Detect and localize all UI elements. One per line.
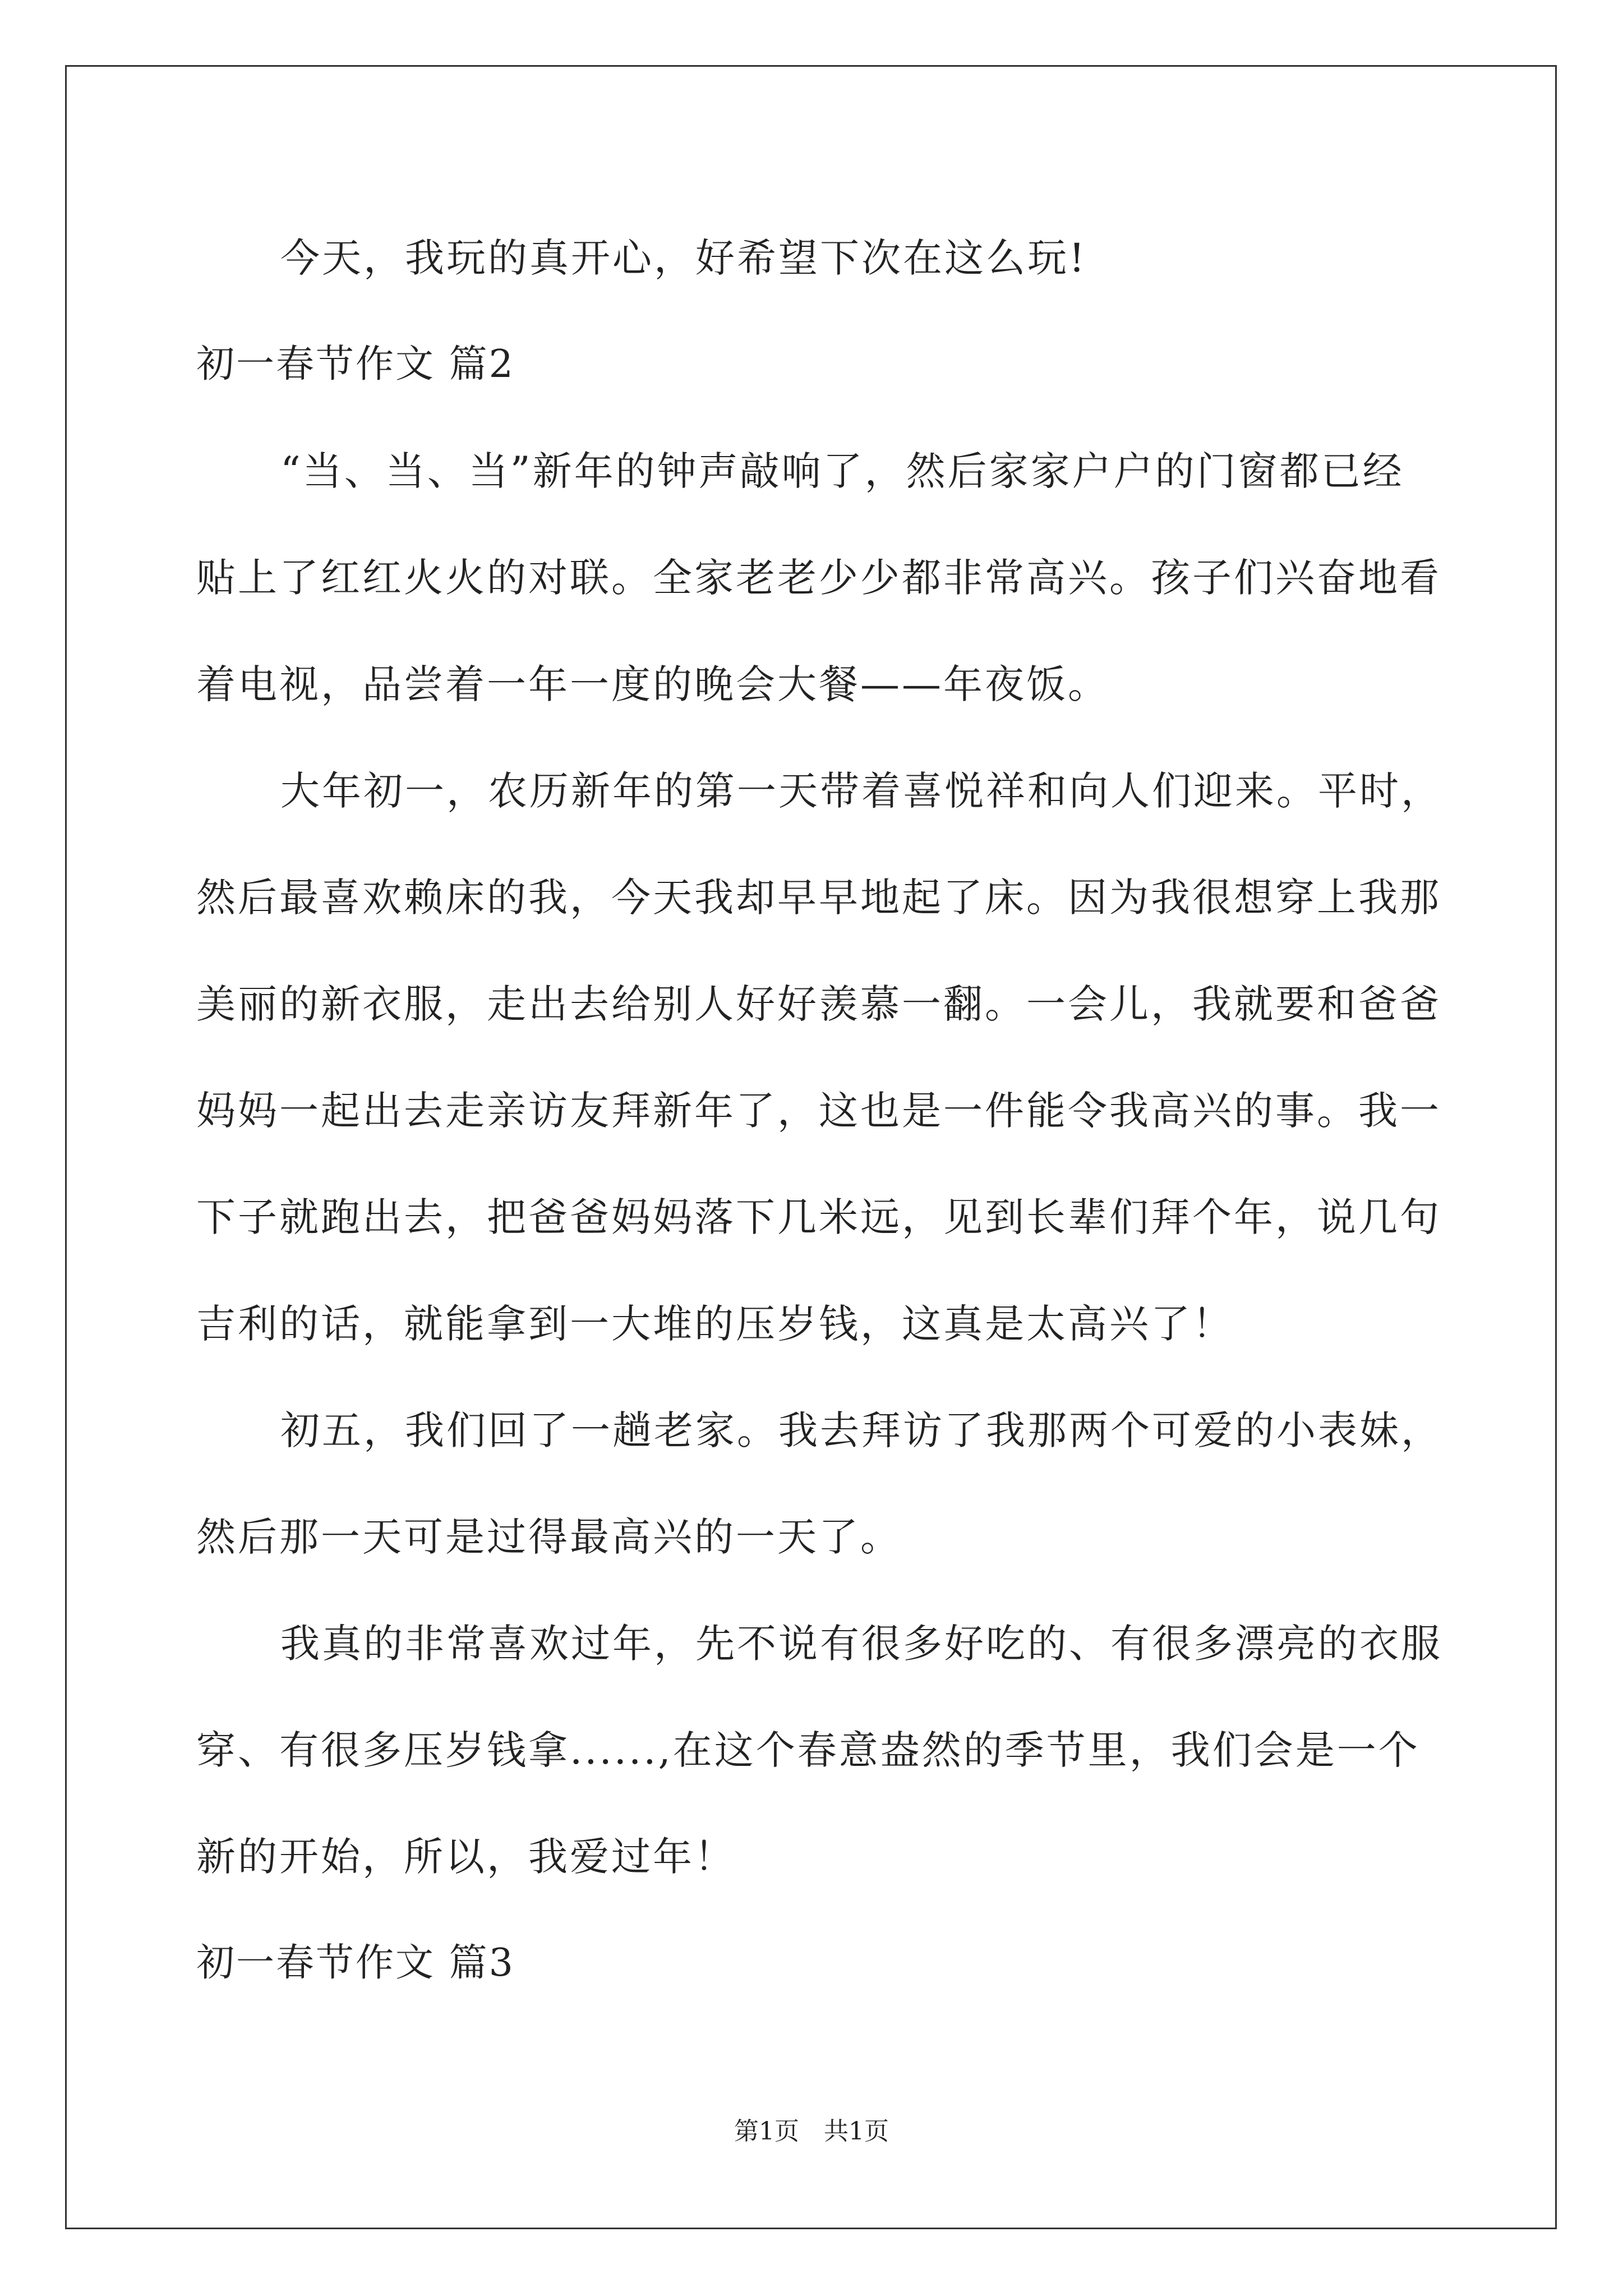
paragraph-line: 穿、有很多压岁钱拿......,在这个春意盎然的季节里，我们会是一个 — [196, 1727, 1420, 1773]
paragraph-line: 贴上了红红火火的对联。全家老老少少都非常高兴。孩子们兴奋地看 — [196, 555, 1441, 601]
paragraph-line: 美丽的新衣服，走出去给别人好好羡慕一翻。一会儿，我就要和爸爸 — [196, 981, 1441, 1027]
page-number-footer: 第1页 共1页 — [734, 2117, 889, 2146]
paragraph-line: 我真的非常喜欢过年，先不说有很多好吃的、有很多漂亮的衣服 — [280, 1621, 1442, 1667]
paragraph-line: 妈妈一起出去走亲访友拜新年了，这也是一件能令我高兴的事。我一 — [196, 1088, 1441, 1134]
paragraph-line: 今天，我玩的真开心，好希望下次在这么玩! — [280, 235, 1087, 281]
paragraph-line: “当、当、当”新年的钟声敲响了，然后家家户户的门窗都已经 — [280, 448, 1404, 494]
section-heading: 初一春节作文 篇2 — [196, 342, 515, 386]
paragraph-line: 新的开始，所以，我爱过年！ — [196, 1834, 736, 1880]
paragraph-line: 然后最喜欢赖床的我，今天我却早早地起了床。因为我很想穿上我那 — [196, 875, 1441, 921]
paragraph-line: 大年初一，农历新年的第一天带着喜悦祥和向人们迎来。平时， — [280, 768, 1442, 814]
paragraph-line: 然后那一天可是过得最高兴的一天了。 — [196, 1514, 902, 1560]
section-heading: 初一春节作文 篇3 — [196, 1941, 515, 1985]
paragraph-line: 吉利的话，就能拿到一大堆的压岁钱，这真是太高兴了！ — [196, 1301, 1234, 1347]
paragraph-line: 初五，我们回了一趟老家。我去拜访了我那两个可爱的小表妹， — [280, 1407, 1442, 1453]
paragraph-line: 下子就跑出去，把爸爸妈妈落下几米远，见到长辈们拜个年，说几句 — [196, 1194, 1441, 1240]
paragraph-line: 着电视，品尝着一年一度的晚会大餐——年夜饭。 — [196, 661, 1109, 707]
